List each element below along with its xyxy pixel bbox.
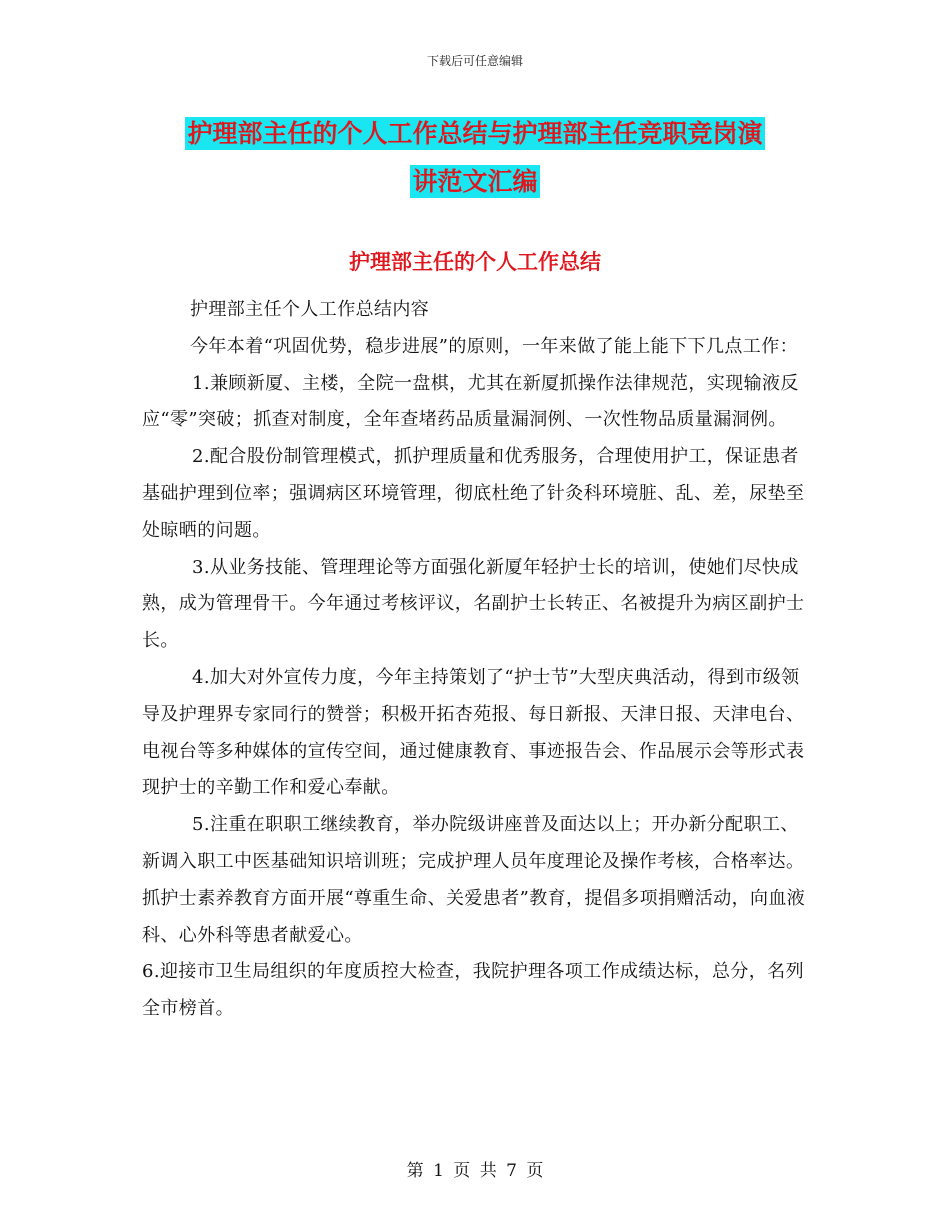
paragraph-item-4: 4.加大对外宣传力度，今年主持策划了“护士节”大型庆典活动，得到市级领导及护理界专家同行的赞誉；积极开拓杏苑报、每日新报、天津日报、天津电台、电视台等多种媒体的宣传空间，通过健康教育、事迹报告会、作品展示会等形式表现护士的辛勤工作和爱心奉献。 <box>142 666 805 799</box>
paragraph-item-6: 6.迎接市卫生局组织的年度质控大检查，我院护理各项工作成绩达标，总分，名列全市榜首。 <box>142 961 804 1020</box>
section-title: 护理部主任的个人工作总结 <box>349 250 601 274</box>
paragraph-intro-heading: 护理部主任个人工作总结内容 <box>190 299 430 320</box>
document-body <box>142 292 810 1028</box>
document-title-line-2: 讲范文汇编 <box>412 167 538 196</box>
page-footer: 第 1 页 共 7 页 <box>406 1161 544 1181</box>
paragraph-item-5: 5.注重在职职工继续教育，举办院级讲座普及面达以上；开办新分配职工、新调入职工中医基础知识培训班；完成护理人员年度理论及操作考核，合格率达。抓护士素养教育方面开展“尊重生命、关爱患者”教育，提倡多项捐赠活动，向血液科、心外科等患者献爱心。 <box>142 814 806 946</box>
paragraph-item-3: 3.从业务技能、管理理论等方面强化新厦年轻护士长的培训，使她们尽快成熟，成为管理骨干。今年通过考核评议，名副护士长转正、名被提升为病区副护士长。 <box>142 556 805 652</box>
paragraph-item-2: 2.配合股份制管理模式，抓护理质量和优秀服务，合理使用护工，保证患者基础护理到位率；强调病区环境管理，彻底杜绝了针灸科环境脏、乱、差，尿垫至处晾晒的问题。 <box>142 446 805 541</box>
header-note: 下载后可任意编辑 <box>426 54 523 68</box>
paragraph-intro: 今年本着“巩固优势，稳步进展”的原则，一年来做了能上能下下几点工作： <box>190 335 799 357</box>
document-title-line-1: 护理部主任的个人工作总结与护理部主任竞职竞岗演 <box>187 119 763 148</box>
paragraph-item-1: 1.兼顾新厦、主楼，全院一盘棋，尤其在新厦抓操作法律规范，实现输液反应“零”突破；抓查对制度，全年查堵药品质量漏洞例、一次性物品质量漏洞例。 <box>142 372 799 431</box>
document-title <box>0 110 950 206</box>
